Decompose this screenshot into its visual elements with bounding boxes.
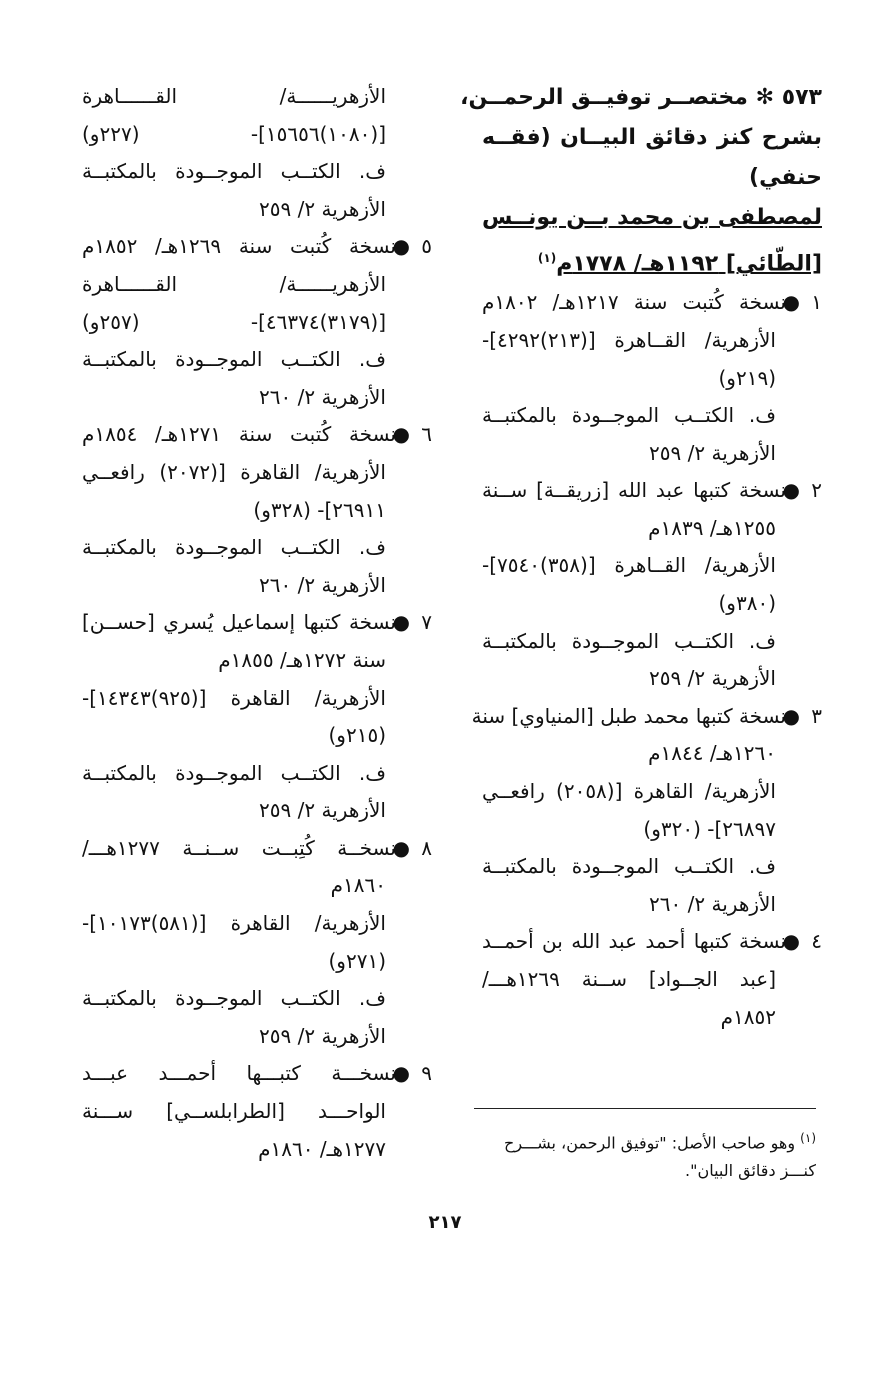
item-text: نسخة كتبها أحمد عبد الله بن أحمــد <box>482 929 786 954</box>
item-detail-line: الأزهريــــــة/ القــــــاهرة <box>82 271 386 296</box>
footnote-marker: (١) <box>800 1131 816 1145</box>
footnote-ref: (١) <box>537 251 557 265</box>
item-detail-line: الأزهرية/ القاهرة [(٩٢٥)١٤٣٤٣]- <box>82 685 386 710</box>
manuscript-item <box>82 604 432 642</box>
footnote-divider <box>474 1108 816 1109</box>
item-detail-line: ٢٦٩١١]- (٣٢٨و) <box>253 497 386 522</box>
item-detail-line: الأزهرية ٢/ ٢٦٠ <box>649 891 776 916</box>
manuscript-item <box>482 472 822 510</box>
item-detail-line: ف. الكتــب الموجــودة بالمكتبــة <box>82 347 386 372</box>
item-detail-line: (٢٧١و) <box>328 948 386 973</box>
manuscript-list <box>82 228 432 1168</box>
bullet-icon: ● <box>782 478 800 503</box>
item-number: ٢ <box>811 478 822 503</box>
bullet-icon: ● <box>392 422 410 447</box>
item-detail-line: الأزهرية/ القاهرة [(٢٠٥٨) رافعــي <box>482 779 776 804</box>
item-detail-line: ف. الكتــب الموجــودة بالمكتبــة <box>482 854 776 879</box>
item-detail-line: سنة ١٢٧٢هـ/ ١٨٥٥م <box>218 647 386 672</box>
item-detail-line: الأزهرية/ القــاهرة [(٢١٣)٤٢٩٢]- <box>482 327 776 352</box>
item-text: نسخـــة كتبـــها أحمـــد عبـــد <box>82 1061 396 1086</box>
item-detail-line: ف. الكتــب الموجــودة بالمكتبــة <box>482 628 776 653</box>
manuscript-item <box>82 1055 432 1093</box>
item-detail-line: (٣٨٠و) <box>718 591 776 616</box>
author-line: لمصطفى بن محمد بــن يونــس <box>482 205 822 230</box>
item-detail-line: الأزهرية ٢/ ٢٥٩ <box>259 798 386 823</box>
item-detail-line: الأزهرية ٢/ ٢٥٩ <box>259 1023 386 1048</box>
manuscript-item <box>471 698 822 736</box>
right-column <box>460 78 822 1036</box>
item-detail-line: [عبد الجــواد] ســنة ١٢٦٩هـــ/ <box>482 967 776 992</box>
bullet-icon: ● <box>392 835 410 860</box>
item-text: نسخة كتبها إسماعيل يُسري [حســن] <box>82 610 396 635</box>
manuscript-item <box>82 228 432 266</box>
entry-title-line: ٥٧٣ ✻ مختصــر توفيــق الرحمــن، <box>460 85 822 110</box>
item-detail-line: الأزهرية ٢/ ٢٥٩ <box>259 196 386 221</box>
item-detail-line: الأزهرية ٢/ ٢٦٠ <box>259 572 386 597</box>
footnote-text: وهو صاحب الأصل: "توفيق الرحمن، بشـــرح <box>504 1133 796 1153</box>
footnote <box>476 1124 816 1185</box>
item-detail-line: الأزهرية ٢/ ٢٦٠ <box>259 384 386 409</box>
item-number: ١ <box>811 290 822 315</box>
bullet-icon: ● <box>782 290 800 315</box>
continued-entry <box>82 78 432 228</box>
author-line: [الطّائي] ١١٩٢هـ/ ١٧٧٨م$^{(١)}$ <box>537 251 822 277</box>
item-detail-line: ف. الكتــب الموجــودة بالمكتبــة <box>82 535 386 560</box>
bullet-icon: ● <box>392 234 410 259</box>
item-detail-line: (٢١٥و) <box>328 723 386 748</box>
item-detail-line: ١٨٥٢م <box>720 1004 776 1029</box>
entry-title-line: بشرح كنز دقائق البيــان (فقــه <box>482 125 822 150</box>
manuscript-list <box>471 284 822 1036</box>
item-detail-line: ٢٦٨٩٧]- (٣٢٠و) <box>643 816 776 841</box>
item-detail-line: ف. الكتــب الموجــودة بالمكتبــة <box>82 986 386 1011</box>
item-detail-line: ١٢٦٠هـ/ ١٨٤٤م <box>648 741 776 766</box>
item-detail-line: ١٢٧٧هـ/ ١٨٦٠م <box>258 1136 386 1161</box>
bullet-icon: ● <box>782 703 800 728</box>
footnote-text: كنـــز دقائق البيان". <box>685 1161 816 1181</box>
item-number: ٨ <box>421 835 432 860</box>
manuscript-item <box>482 284 822 322</box>
item-detail-line: ف. الكتــب الموجــودة بالمكتبــة <box>482 403 776 428</box>
manuscript-item <box>482 923 822 961</box>
item-text: نسخة كتبها محمد طبل [المنياوي] سنة <box>471 703 786 728</box>
bullet-icon: ● <box>392 610 410 635</box>
item-detail-line: ١٢٥٥هـ/ ١٨٣٩م <box>648 515 776 540</box>
entry-number: ٥٧٣ <box>781 85 822 110</box>
item-detail-line: الأزهرية ٢/ ٢٥٩ <box>649 440 776 465</box>
entry-title-line: حنفي) <box>749 165 822 190</box>
item-detail-line: الأزهرية/ القاهرة [(٥٨١)١٠١٧٣]- <box>82 911 386 936</box>
manuscript-item <box>82 416 432 454</box>
item-number: ٥ <box>421 234 432 259</box>
bullet-icon: ● <box>392 1061 410 1086</box>
item-number: ٤ <box>811 929 822 954</box>
item-number: ٦ <box>421 422 432 447</box>
left-column <box>82 78 432 1168</box>
item-detail-line: الأزهريــــــة/ القــــــاهرة <box>82 84 386 108</box>
star-icon: ✻ <box>755 85 775 110</box>
item-detail-line: ف. الكتــب الموجــودة بالمكتبــة <box>82 159 386 184</box>
item-detail-line: (٢١٩و) <box>718 365 776 390</box>
item-detail-line: الواحـــد [الطرابلســي] ســـنة <box>82 1099 386 1124</box>
item-detail-line: ف. الكتــب الموجــودة بالمكتبــة <box>82 760 386 785</box>
item-text: نسخة كُتبت سنة ١٢٦٩هـ/ ١٨٥٢م <box>82 234 396 259</box>
bullet-icon: ● <box>782 929 800 954</box>
item-text: نسخة كُتبت سنة ١٢١٧هـ/ ١٨٠٢م <box>482 290 786 315</box>
item-text: نسخــة كُتِبــت ســنــة ١٢٧٧هـــ/ <box>82 835 396 860</box>
item-detail-line: [(١٠٨٠)١٥٦٥٦]- (٢٢٧و) <box>82 121 386 146</box>
item-number: ٧ <box>421 610 432 635</box>
item-detail-line: [(٣١٧٩)٤٦٣٧٤]- (٢٥٧و) <box>82 309 386 334</box>
item-detail-line: ١٨٦٠م <box>330 873 386 898</box>
item-detail-line: الأزهرية ٢/ ٢٥٩ <box>649 666 776 691</box>
item-number: ٩ <box>421 1061 432 1086</box>
item-text: نسخة كتبها عبد الله [زريقــة] ســنة <box>482 478 786 503</box>
item-text: نسخة كُتبت سنة ١٢٧١هـ/ ١٨٥٤م <box>82 422 396 447</box>
page-number: ٢١٧ <box>428 1212 462 1233</box>
item-detail-line: الأزهرية/ القــاهرة [(٣٥٨)٧٥٤٠]- <box>482 553 776 578</box>
item-detail-line: الأزهرية/ القاهرة [(٢٠٧٢) رافعــي <box>82 459 386 484</box>
item-number: ٣ <box>811 703 822 728</box>
manuscript-item <box>82 830 432 868</box>
